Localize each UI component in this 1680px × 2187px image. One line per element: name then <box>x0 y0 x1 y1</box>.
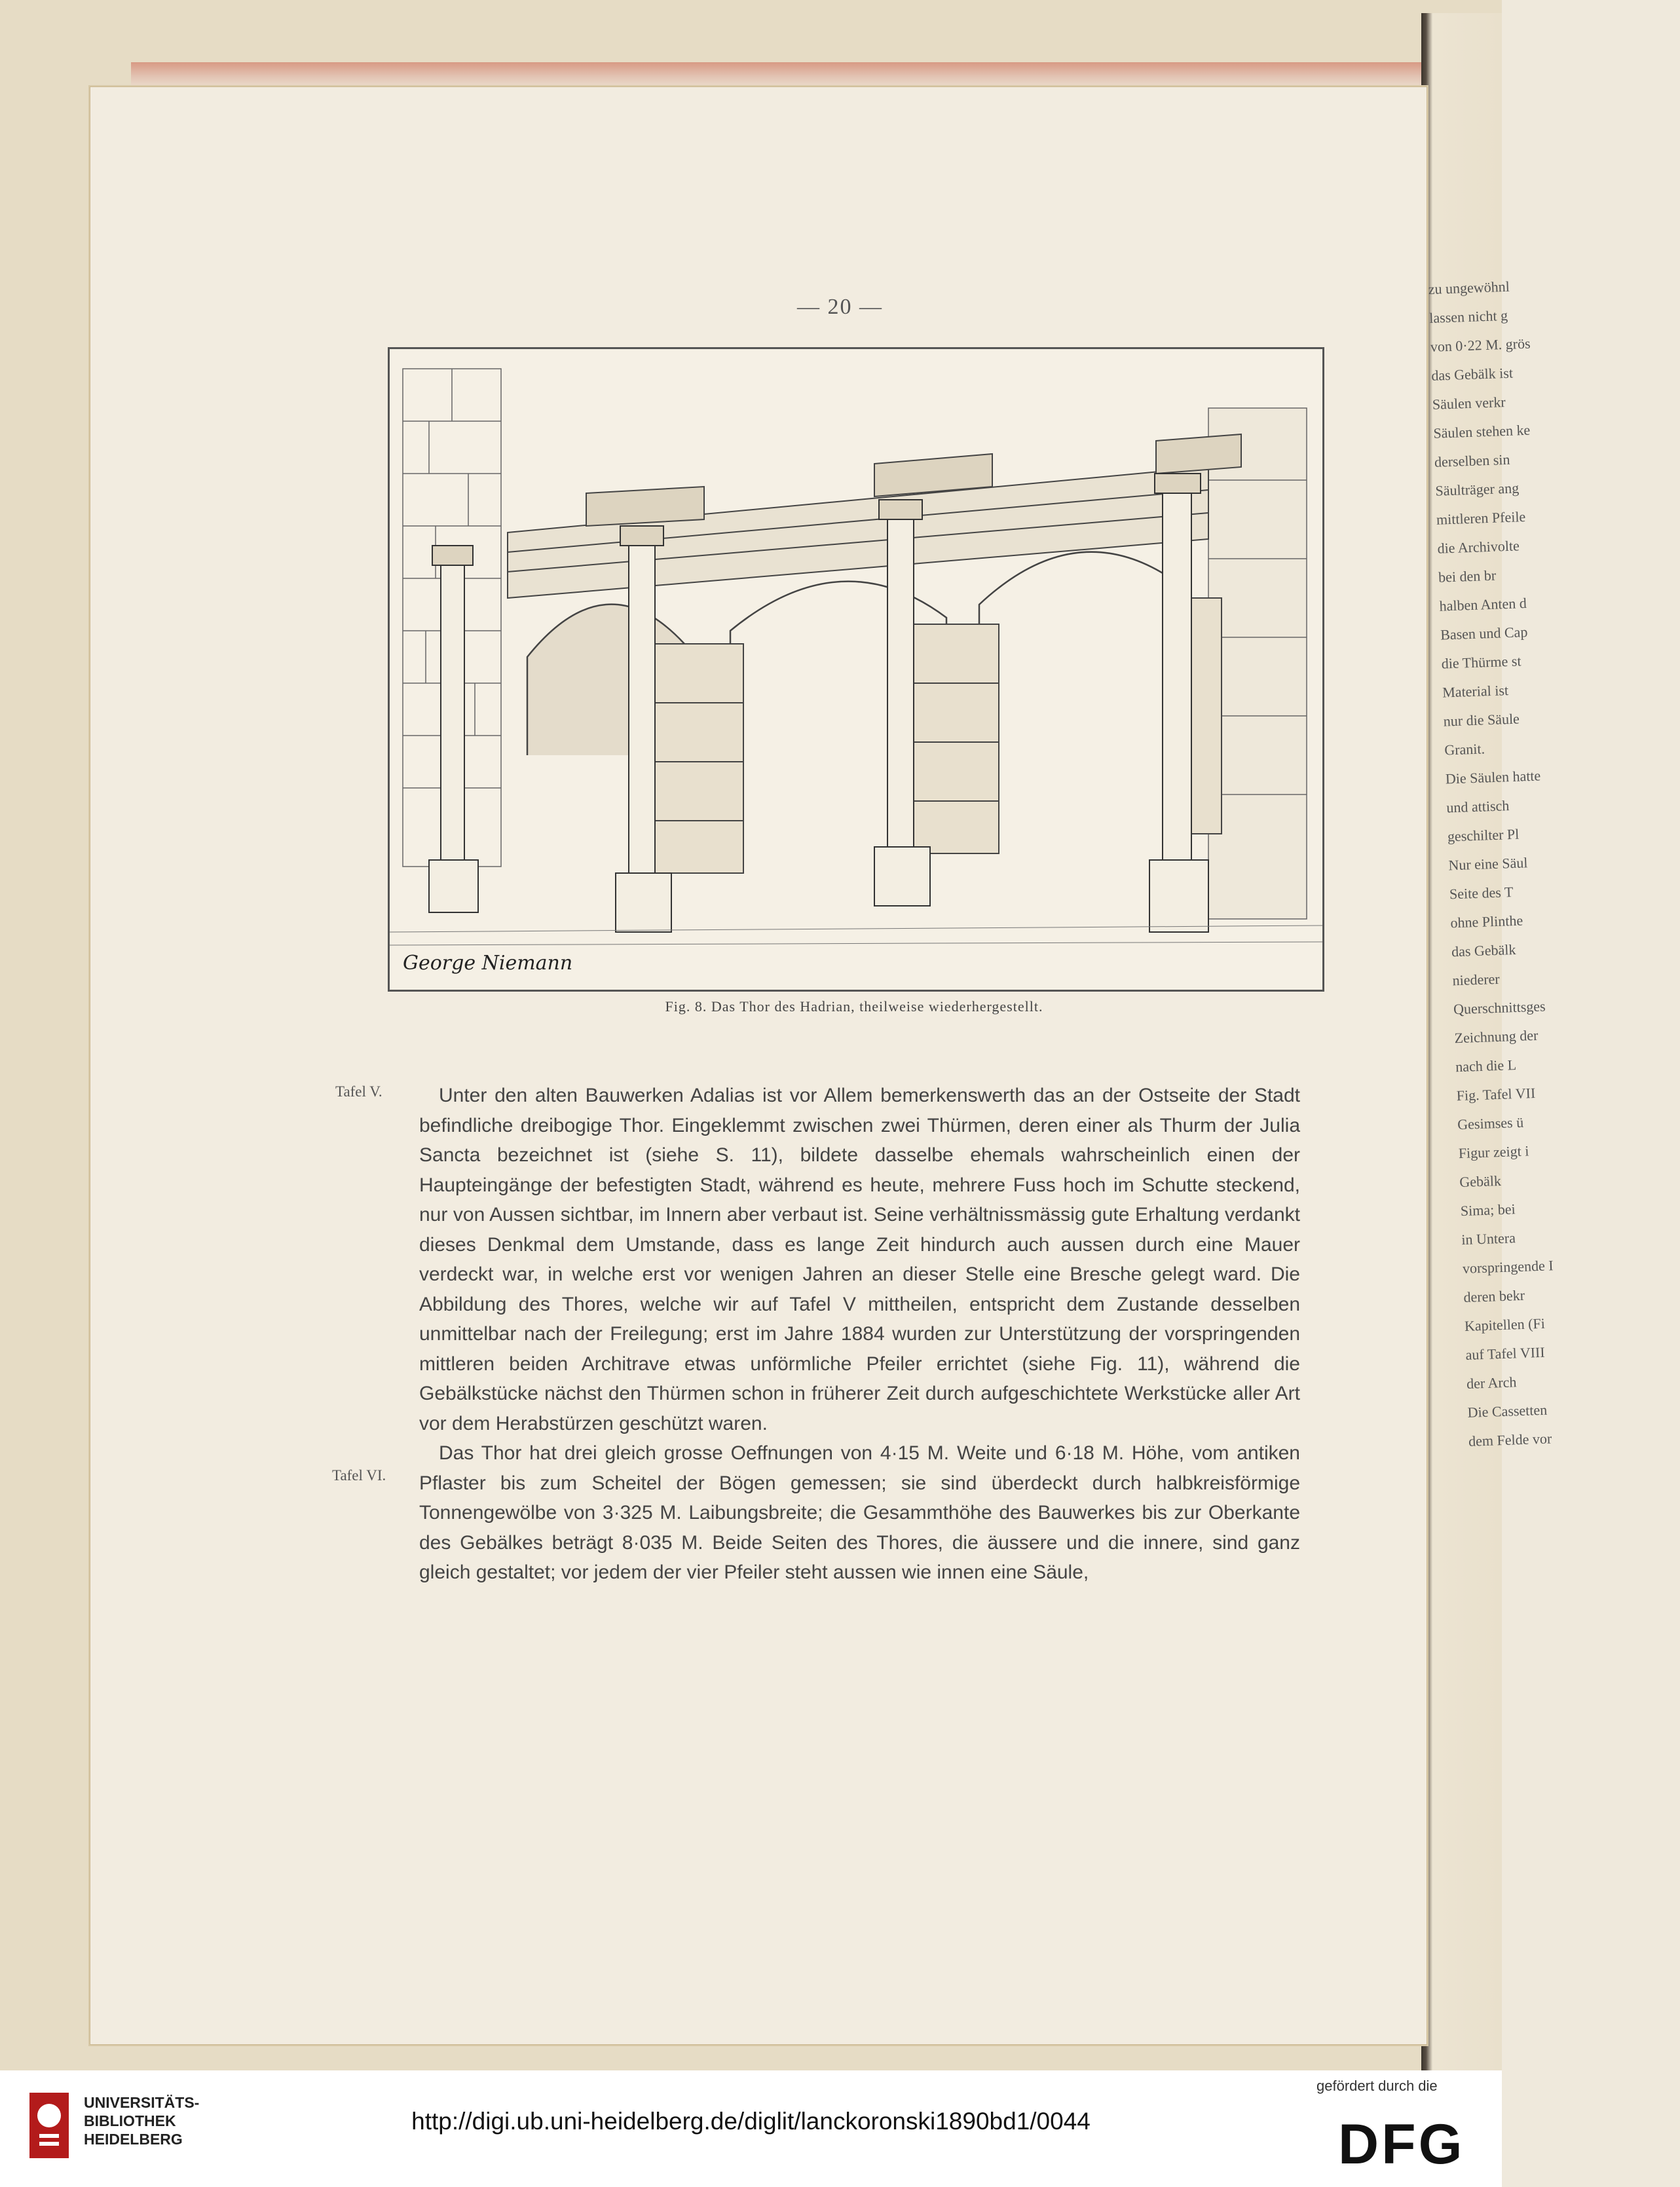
paragraph: Unter den alten Bauwerken Adalias ist vor Allem bemerkenswerth das an der Ostseite der Stadt befindliche dreibogige Thor. Eingeklemmt zwischen zwei Thürmen, deren einer als Thurm der Julia Sancta bezeichnet ist (siehe S. 11), bildete dasselbe ehemals wahrscheinlich einen der Haupteingänge der befestigten Stadt, während es heute, mehrere Fuss hoch im Schutte steckend, nur von Aussen sichtbar, im Innern aber verbaut ist. Seine verhältnissmässig gute Erhaltung verdankt dieses Denkmal dem Umstande, dass es lange Zeit hindurch auch aussen durch eine Mauer verdeckt war, in welche erst vor wenigen Jahren an dieser Stelle eine Bresche gelegt ward. Die Abbildung des Thores, welche wir auf Tafel V mittheilen, entspricht dem Zustande desselben unmittelbar nach der Freilegung; erst im Jahre 1884 wurden zur Unterstützung der vorspringenden mittleren beiden Architrave etwas unförmliche Pfeiler errichtet (siehe Fig. 11), während die Gebälkstücke nächst den Thürmen schon in früherer Zeit durch aufgeschichtete Werkstücke aller Art vor dem Herabstürzen geschützt waren. <box>419 1085 1300 1434</box>
margin-label-tafel-vi: Tafel VI. <box>332 1467 386 1484</box>
side-fragment: Gesimses ü <box>1457 1113 1524 1133</box>
side-fragment: die Thürme st <box>1441 652 1521 672</box>
library-line: UNIVERSITÄTS- <box>84 2094 200 2111</box>
side-fragment: Material ist <box>1442 682 1509 701</box>
side-fragment: Granit. <box>1444 740 1485 758</box>
paragraph: Das Thor hat drei gleich grosse Oeffnungen von 4·15 M. Weite und 6·18 M. Höhe, vom antiken Pflaster bis zum Scheitel der Bögen gemessen; sie sind überdeckt durch halbkreisförmige Tonnengewölbe von 3·325 M. Laibungsbreite; die Gesammthöhe des Bauwerkes bis zur Oberkante des Gebälkes beträgt 8·035 M. Beide Seiten des Thores, die äussere und die innere, sind ganz gleich gestaltet; vor jedem der vier Pfeiler steht aussen wie innen eine Säule, <box>419 1442 1300 1583</box>
page-number: — 20 — <box>797 295 883 319</box>
side-fragment: Fig. Tafel VII <box>1456 1085 1536 1104</box>
side-fragment: bei den br <box>1438 567 1497 586</box>
side-fragment: die Archivolte <box>1437 537 1520 557</box>
side-fragment: Querschnittsges <box>1453 998 1546 1018</box>
side-fragment: Seite des T <box>1449 884 1514 903</box>
side-fragment: geschilter Pl <box>1447 825 1520 845</box>
side-fragment: Säulen stehen ke <box>1432 421 1531 441</box>
library-line: BIBLIOTHEK <box>84 2112 176 2129</box>
body-text <box>419 1081 1300 1588</box>
side-fragment: Gebälk <box>1459 1172 1502 1191</box>
side-fragment: Zeichnung der <box>1454 1026 1539 1047</box>
figure-caption: Fig. 8. Das Thor des Hadrian, theilweise wiederhergestellt. <box>665 998 1043 1015</box>
side-fragment: Die Cassetten <box>1467 1401 1548 1421</box>
side-fragment: nach die L <box>1455 1056 1517 1075</box>
side-fragment: zu ungewöhnl <box>1428 278 1510 297</box>
library-line: HEIDELBERG <box>84 2131 183 2148</box>
right-tower <box>1208 408 1307 919</box>
side-fragment: von 0·22 M. grös <box>1430 335 1531 355</box>
side-fragment: mittleren Pfeile <box>1436 508 1526 528</box>
side-fragment: halben Anten d <box>1439 595 1527 614</box>
side-fragment: Sima; bei <box>1460 1201 1516 1220</box>
side-fragment: das Gebälk ist <box>1430 364 1514 384</box>
side-fragment: Figur zeigt i <box>1458 1142 1529 1162</box>
side-fragment: niederer <box>1452 970 1501 989</box>
side-fragment: und attisch <box>1446 797 1510 816</box>
side-fragment: der Arch <box>1466 1374 1517 1392</box>
side-fragment: lassen nicht g <box>1428 307 1508 326</box>
side-fragment: Kapitellen (Fi <box>1464 1315 1546 1335</box>
book-top-edge <box>131 62 1421 86</box>
side-fragment: das Gebälk <box>1451 941 1516 960</box>
side-fragment: in Untera <box>1461 1229 1516 1248</box>
side-fragment: vorspringende I <box>1462 1257 1554 1277</box>
side-fragment: auf Tafel VIII <box>1465 1343 1545 1363</box>
dfg-logo: DFG <box>1338 2113 1465 2176</box>
side-fragment: derselben sin <box>1434 451 1510 470</box>
side-fragment: nur die Säule <box>1443 710 1520 730</box>
side-fragment: Die Säulen hatte <box>1445 767 1541 787</box>
side-fragment: deren bekr <box>1463 1286 1525 1306</box>
artist-signature: George Niemann <box>403 952 573 975</box>
figure-hadrian-gate <box>388 347 1324 992</box>
gate-illustration <box>390 349 1322 990</box>
side-fragment: Basen und Cap <box>1440 624 1528 643</box>
side-fragment: Säulen verkr <box>1432 393 1506 413</box>
margin-label-tafel-v: Tafel V. <box>335 1083 383 1100</box>
funded-by-label: gefördert durch die <box>1316 2078 1438 2094</box>
side-fragment: Säulträger ang <box>1435 479 1520 499</box>
side-fragment: ohne Plinthe <box>1450 912 1523 931</box>
side-fragment: Nur eine Säul <box>1448 854 1528 874</box>
source-url-link[interactable]: http://digi.ub.uni-heidelberg.de/diglit/lanckoronski1890bd1/0044 <box>411 2108 1091 2135</box>
side-fragment: dem Felde vor <box>1468 1430 1552 1449</box>
